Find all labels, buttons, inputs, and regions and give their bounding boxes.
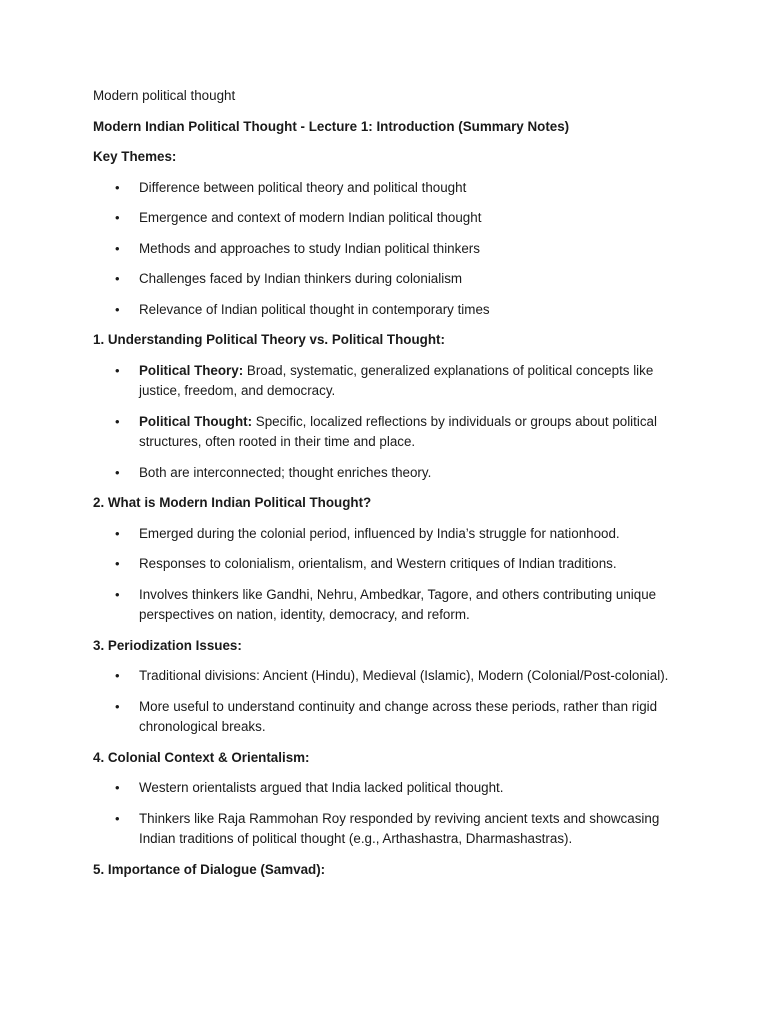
bullet-icon: • xyxy=(115,179,120,195)
list-item: • Methods and approaches to study Indian political thinkers xyxy=(93,239,683,260)
section-5-heading: 5. Importance of Dialogue (Samvad): xyxy=(93,861,326,877)
document-page xyxy=(93,86,683,890)
bullet-icon: • xyxy=(115,780,120,795)
bullet-icon: • xyxy=(115,525,120,541)
key-themes-list xyxy=(93,178,683,321)
term-label: Political Theory: xyxy=(139,362,244,378)
section-2-list xyxy=(93,524,683,626)
list-item: • Political Theory: Broad, systematic, generalized explanations of political concepts like justice, freedom, and democracy. xyxy=(115,362,654,398)
list-item: • Relevance of Indian political thought in contemporary times xyxy=(93,300,683,321)
list-item: • Challenges faced by Indian thinkers during colonialism xyxy=(93,269,683,290)
list-item: • Difference between political theory and political thought xyxy=(93,178,683,199)
section-3-heading: 3. Periodization Issues: xyxy=(93,637,242,653)
list-item: • Both are interconnected; thought enriches theory. xyxy=(93,463,683,484)
bullet-icon: • xyxy=(115,271,120,286)
term-label: Political Thought: xyxy=(139,413,253,429)
section-4-list xyxy=(93,778,683,850)
key-themes-heading: Key Themes: xyxy=(93,149,177,164)
list-item: • Responses to colonialism, orientalism, and Western critiques of Indian traditions. xyxy=(93,554,683,575)
section-3-list xyxy=(93,666,683,738)
list-item: • Emergence and context of modern Indian political thought xyxy=(93,208,683,229)
list-item: • Political Thought: Specific, localized reflections by individuals or groups about political structures, often rooted in their time and place. xyxy=(115,413,657,449)
section-1-heading: 1. Understanding Political Theory vs. Political Thought: xyxy=(93,332,445,347)
bullet-icon: • xyxy=(115,698,120,714)
list-item: • Thinkers like Raja Rammohan Roy responded by reviving ancient texts and showcasing Indian traditions of political thought (e.g., Arthashastra, Dharmashastras). xyxy=(115,810,660,846)
bullet-icon: • xyxy=(115,810,120,826)
list-item: • Emerged during the colonial period, influenced by India’s struggle for nationhood. xyxy=(93,524,683,545)
list-item: • Involves thinkers like Gandhi, Nehru, Ambedkar, Tagore, and others contributing unique perspectives on nation, identity, democracy, and reform. xyxy=(115,586,657,622)
section-1-list xyxy=(93,361,683,484)
document-title: Modern political thought xyxy=(93,88,236,103)
bullet-icon: • xyxy=(115,556,120,571)
bullet-icon: • xyxy=(115,362,120,378)
list-item: • Western orientalists argued that India lacked political thought. xyxy=(93,778,683,799)
bullet-icon: • xyxy=(115,210,120,225)
list-item: • More useful to understand continuity and change across these periods, rather than rigid chronological breaks. xyxy=(115,698,658,734)
bullet-icon: • xyxy=(115,240,120,256)
bullet-icon: • xyxy=(115,464,120,480)
list-item: • Traditional divisions: Ancient (Hindu), Medieval (Islamic), Modern (Colonial/Post-colonial). xyxy=(93,666,683,687)
lecture-title: Modern Indian Political Thought - Lecture 1: Introduction (Summary Notes) xyxy=(93,118,570,134)
section-4-heading: 4. Colonial Context & Orientalism: xyxy=(93,749,310,765)
bullet-icon: • xyxy=(115,586,120,602)
bullet-icon: • xyxy=(115,301,120,317)
section-2-heading: 2. What is Modern Indian Political Thought? xyxy=(93,495,372,510)
bullet-icon: • xyxy=(115,668,120,683)
bullet-icon: • xyxy=(115,413,120,429)
